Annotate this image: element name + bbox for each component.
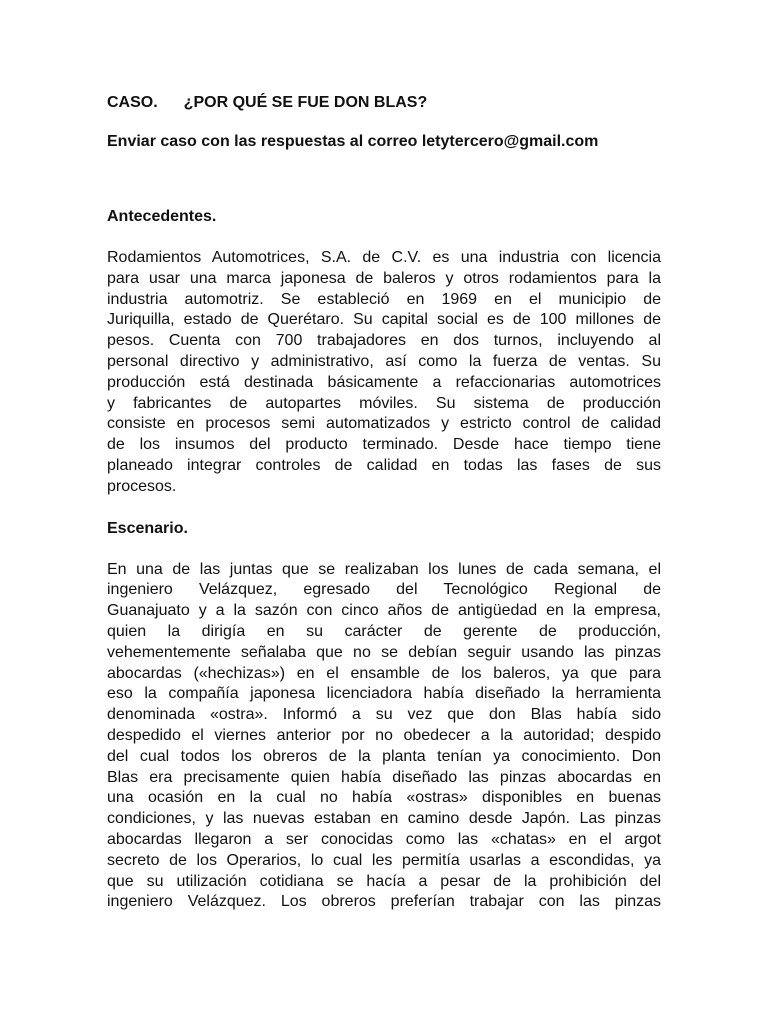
case-title — [107, 92, 661, 113]
paragraph-line: despedido el viernes anterior por no obedecer a la autoridad; despido — [107, 726, 661, 744]
paragraph-line: producción está destinada básicamente a refaccionarias automotrices — [107, 373, 661, 391]
paragraph-line: condiciones, y las nuevas estaban en camino desde Japón. Las pinzas — [107, 810, 661, 828]
section-heading-escenario: Escenario. — [107, 519, 188, 537]
paragraph-line: En una de las juntas que se realizaban los lunes de cada semana, el — [107, 560, 661, 578]
paragraph-line: eso la compañía japonesa licenciadora había diseñado la herramienta — [107, 685, 661, 703]
paragraph-line: ingeniero Velázquez. Los obreros preferían trabajar con las pinzas — [107, 893, 661, 911]
paragraph-line: que su utilización cotidiana se hacía a pesar de la prohibición del — [107, 872, 661, 890]
paragraph-line: secreto de los Operarios, lo cual les permitía usarlas a escondidas, ya — [107, 851, 661, 869]
paragraph-line: abocardas («hechizas») en el ensamble de los baleros, ya que para — [107, 664, 661, 682]
paragraph-line: ingeniero Velázquez, egresado del Tecnológico Regional de — [107, 581, 661, 599]
submission-instruction: Enviar caso con las respuestas al correo letytercero@gmail.com — [107, 133, 599, 150]
paragraph-line: quien la dirigía en su carácter de gerente de producción, — [107, 622, 661, 640]
paragraph-escenario — [107, 560, 661, 914]
paragraph-line: y fabricantes de autopartes móviles. Su sistema de producción — [107, 394, 661, 412]
paragraph-line: pesos. Cuenta con 700 trabajadores en dos turnos, incluyendo al — [107, 332, 661, 350]
paragraph-line: personal directivo y administrativo, así como la fuerza de ventas. Su — [107, 352, 661, 370]
paragraph-line: de los insumos del producto terminado. Desde hace tiempo tiene — [107, 436, 661, 454]
case-title-text: ¿POR QUÉ SE FUE DON BLAS? — [183, 94, 428, 111]
document-page — [107, 92, 661, 913]
paragraph-line: una ocasión en la cual no había «ostras» disponibles en buenas — [107, 789, 661, 807]
paragraph-line: Blas era precisamente quien había diseñado las pinzas abocardas en — [107, 768, 661, 786]
section-heading-antecedentes: Antecedentes. — [107, 208, 217, 225]
paragraph-antecedentes — [107, 248, 661, 498]
paragraph-line: consiste en procesos semi automatizados y estricto control de calidad — [107, 415, 661, 433]
paragraph-line: Juriquilla, estado de Querétaro. Su capital social es de 100 millones de — [107, 311, 661, 329]
paragraph-line: abocardas llegaron a ser conocidas como las «chatas» en el argot — [107, 830, 661, 848]
paragraph-line: para usar una marca japonesa de baleros y otros rodamientos para la — [107, 269, 661, 287]
paragraph-line: del cual todos los obreros de la planta tenían ya conocimiento. Don — [107, 747, 661, 765]
case-title-label: CASO. — [107, 94, 158, 111]
paragraph-line: Rodamientos Automotrices, S.A. de C.V. es una industria con licencia — [107, 249, 661, 266]
paragraph-line: procesos. — [107, 477, 177, 495]
paragraph-line: planeado integrar controles de calidad en todas las fases de sus — [107, 456, 661, 474]
paragraph-line: industria automotriz. Se estableció en 1969 en el municipio de — [107, 290, 661, 308]
paragraph-line: denominada «ostra». Informó a su vez que don Blas había sido — [107, 706, 661, 724]
paragraph-line: Guanajuato y a la sazón con cinco años de antigüedad en la empresa, — [107, 602, 661, 620]
paragraph-line: vehementemente señalaba que no se debían seguir usando las pinzas — [107, 643, 661, 661]
